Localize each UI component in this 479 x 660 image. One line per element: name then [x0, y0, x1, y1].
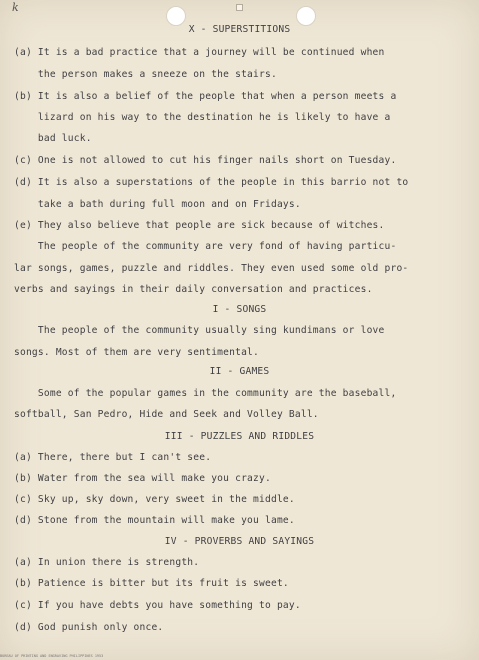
proverb-line: (b) Patience is bitter but its fruit is sweet.: [14, 578, 289, 589]
puzzle-line: (a) There, there but I can't see.: [14, 452, 212, 463]
superstition-line: (a) It is a bad practice that a journey will be continued when: [14, 47, 385, 58]
puzzle-line: (c) Sky up, sky down, very sweet in the middle.: [14, 494, 295, 505]
printer-footer: BUREAU OF PRINTING AND ENGRAVING PHILIPPINES 1953: [0, 654, 104, 658]
superstition-line: take a bath during full moon and on Fridays.: [14, 199, 301, 210]
proverb-line: (c) If you have debts you have something to pay.: [14, 600, 301, 611]
games-line: Some of the popular games in the community are the baseball,: [14, 388, 397, 399]
puzzle-line: (b) Water from the sea will make you crazy.: [14, 473, 271, 484]
heading-puzzles: III - PUZZLES AND RIDDLES: [164, 431, 315, 442]
proverb-line: (a) In union there is strength.: [14, 557, 200, 568]
intro-line: verbs and sayings in their daily conversation and practices.: [14, 284, 373, 295]
songs-line: songs. Most of them are very sentimental.: [14, 347, 260, 358]
superstition-line: lizard on his way to the destination he is likely to have a: [14, 112, 391, 123]
intro-line: lar songs, games, puzzle and riddles. They even used some old pro-: [14, 263, 409, 274]
heading-songs: I - SONGS: [212, 304, 267, 315]
superstition-line: bad luck.: [14, 133, 92, 144]
songs-line: The people of the community usually sing kundimans or love: [14, 325, 385, 336]
heading-superstitions: X - SUPERSTITIONS: [188, 24, 291, 35]
heading-proverbs: IV - PROVERBS AND SAYINGS: [164, 536, 315, 547]
superstition-line: (e) They also believe that people are sick because of witches.: [14, 220, 385, 231]
intro-line: The people of the community are very fond of having particu-: [14, 241, 397, 252]
puzzle-line: (d) Stone from the mountain will make you lame.: [14, 515, 295, 526]
heading-games: II - GAMES: [209, 366, 270, 377]
corner-mark: k: [12, 1, 19, 14]
superstition-line: the person makes a sneeze on the stairs.: [14, 69, 277, 80]
punch-hole-left: [166, 6, 186, 26]
staple-mark: [236, 4, 243, 11]
superstition-line: (d) It is also a superstations of the people in this barrio not to: [14, 177, 409, 188]
superstition-line: (b) It is also a belief of the people that when a person meets a: [14, 91, 397, 102]
games-line: softball, San Pedro, Hide and Seek and Volley Ball.: [14, 409, 319, 420]
superstition-line: (c) One is not allowed to cut his finger nails short on Tuesday.: [14, 155, 397, 166]
proverb-line: (d) God punish only once.: [14, 622, 164, 633]
punch-hole-right: [296, 6, 316, 26]
